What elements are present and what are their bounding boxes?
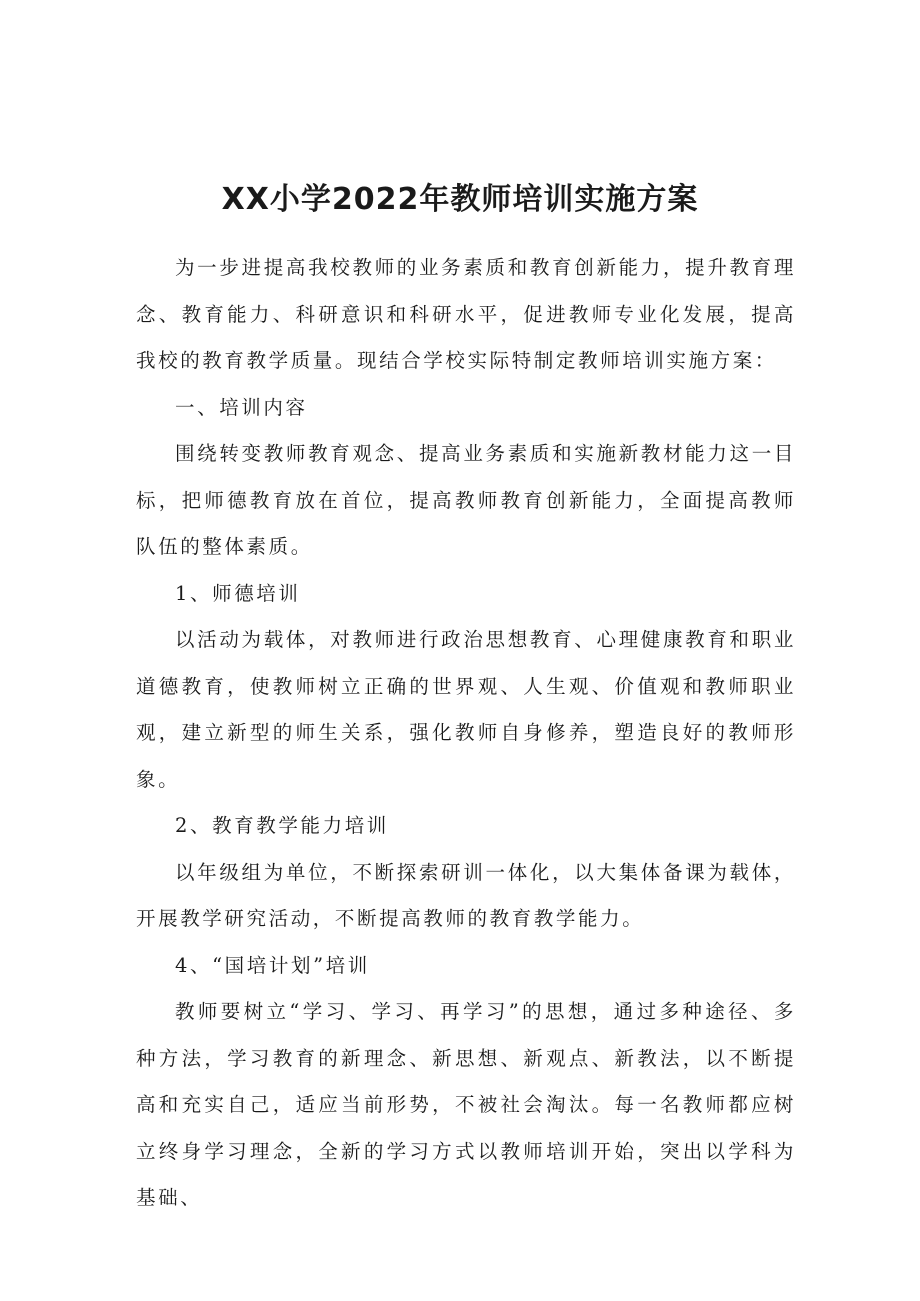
- paragraph-ethics-training: 以活动为载体，对教师进行政治思想教育、心理健康教育和职业道德教育，使教师树立正确的世界观、人生观、价值观和教师职业观，建立新型的师生关系，强化教师自身修养，塑造良好的教师形象。: [136, 628, 796, 791]
- subsection-heading-national-training: 4、“国培计划”培训: [175, 953, 370, 977]
- paragraph-teaching-ability: 以年级组为单位，不断探索研训一体化，以大集体备课为载体，开展教学研究活动，不断提高教师的教育教学能力。: [136, 860, 796, 930]
- paragraph-national-training: 教师要树立“学习、学习、再学习”的思想，通过多种途径、多种方法，学习教育的新理念、新思想、新观点、新教法，以不断提高和充实自己，适应当前形势，不被社会淘汰。每一名教师都应树立终身学习理念，全新的学习方式以教师培训开始，突出以学科为基础、: [136, 1000, 796, 1209]
- section-heading-training-content: 一、培训内容: [175, 395, 308, 419]
- document-title: XX小学2022年教师培训实施方案: [221, 182, 699, 217]
- paragraph-intro: 为一步进提高我校教师的业务素质和教育创新能力，提升教育理念、教育能力、科研意识和科研水平，促进教师专业化发展，提高我校的教育教学质量。现结合学校实际特制定教师培训实施方案：: [136, 256, 796, 372]
- paragraph-training-content: 围绕转变教师教育观念、提高业务素质和实施新教材能力这一目标，把师德教育放在首位，提高教师教育创新能力，全面提高教师队伍的整体素质。: [136, 442, 796, 558]
- subsection-heading-teaching-ability: 2、教育教学能力培训: [175, 814, 389, 837]
- subsection-heading-ethics-training: 1、师德培训: [175, 581, 301, 605]
- document-body: [136, 245, 796, 1222]
